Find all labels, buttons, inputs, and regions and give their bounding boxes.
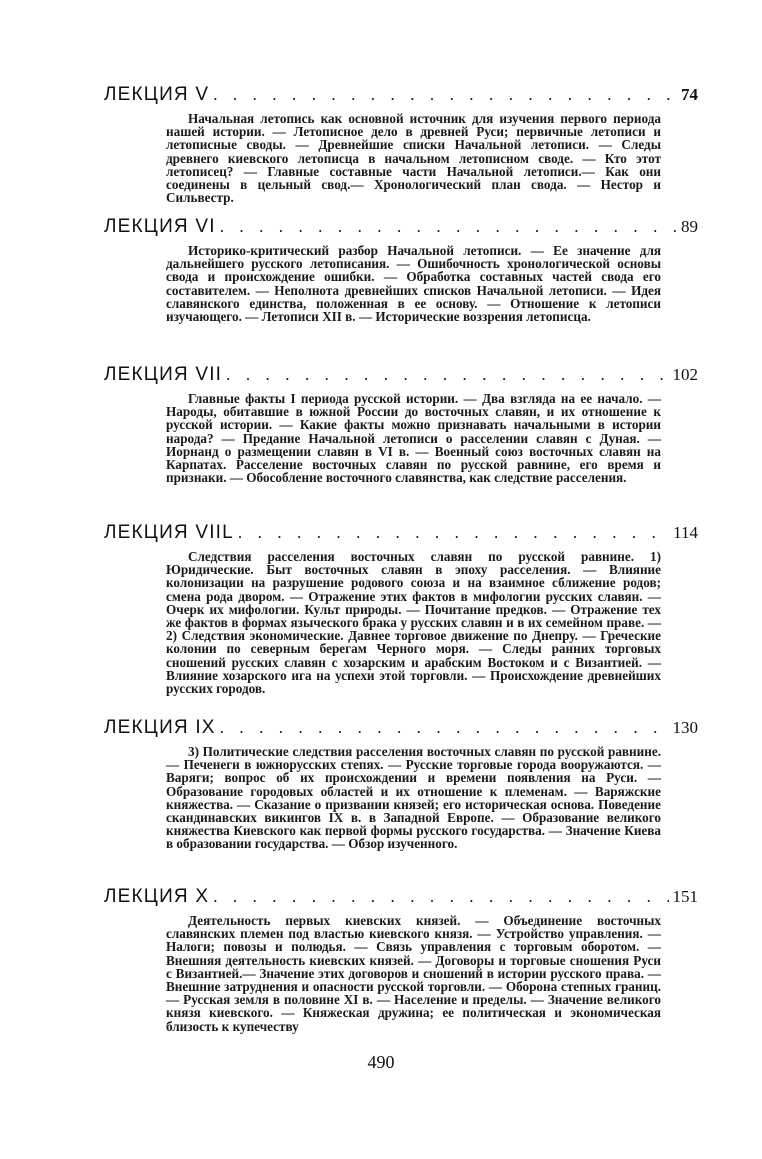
page-reference: 74 (681, 85, 698, 104)
toc-heading (104, 717, 698, 741)
toc-heading (104, 216, 698, 240)
lecture-title: ЛЕКЦИЯ IX (104, 717, 216, 738)
page-reference: 102 (672, 365, 698, 384)
dot-leader (238, 523, 669, 543)
dot-leader (226, 365, 668, 385)
dot-leader (213, 85, 677, 105)
toc-entry-lecture-8 (104, 522, 698, 695)
toc-entry-lecture-6 (104, 216, 698, 323)
lecture-summary: 3) Политические следствия расселения восточных славян по русской равнине. — Печенеги в южнорусских степях. — Русские торговые города вооружаются. — Варяги; вопрос об их происхождении и времени появления на Руси. — Образование городовых областей и их отношение к племенам. — Варяжские княжества. — Сказание о призвании князей; его историческая основа. Поведение скандинавских викингов IX в. в Западной Европе. — Образование великого княжества Киевского как первой формы русского государства. — Значение Киева в образовании государства. — Обзор изученного. (166, 744, 661, 852)
lecture-title: ЛЕКЦИЯ V (104, 84, 210, 105)
page-reference: 114 (673, 523, 698, 542)
page-reference: 89 (681, 217, 698, 236)
toc-entry-lecture-9 (104, 717, 698, 851)
toc-heading (104, 886, 698, 910)
toc-heading (104, 84, 698, 108)
lecture-title: ЛЕКЦИЯ VII (104, 364, 223, 385)
toc-heading (104, 364, 698, 388)
toc-entry-lecture-10 (104, 886, 698, 1033)
lecture-title: ЛЕКЦИЯ X (104, 886, 210, 907)
toc-heading (104, 522, 698, 546)
lecture-title: ЛЕКЦИЯ VIIL (104, 522, 234, 543)
dot-leader (220, 217, 677, 237)
toc-entry-lecture-5 (104, 84, 698, 204)
lecture-summary: Историко-критический разбор Начальной летописи. — Ее значение для дальнейшего русского летописания. — Ошибочность хронологической основы свода и происхождение ошибки. — Обработка составных частей свода его составителем. — Неполнота древнейших списков Начальной летописи. — Идея славянского единства, положенная в ее основу. — Отношение к летописи изучающего. — Летописи XII в. — Исторические воззрения летописца. (166, 243, 661, 325)
toc-entry-lecture-7 (104, 364, 698, 484)
lecture-summary: Главные факты I периода русской истории. — Два взгляда на ее начало. — Народы, обитавшие в южной России до восточных славян, и их отношение к русской истории. — Какие факты можно признавать начальными в истории народа? — Предание Начальной летописи о расселении славян с Дуная. — Иорнанд о размещении славян в VI в. — Военный союз восточных славян на Карпатах. Расселение восточных славян по русской равнине, его время и признаки. — Обособление восточного славянства, как следствие расселения. (166, 391, 661, 486)
dot-leader (220, 718, 669, 738)
lecture-summary: Деятельность первых киевских князей. — Объединение восточных славянских племен под властью киевского князя. — Устройство управления. — Налоги; повозы и полюдья. — Связь управления с торговым оборотом. — Внешняя деятельность киевских князей. — Договоры и торговые сношения Руси с Византией.— Значение этих договоров и сношений в истории русского права. — Внешние затруднения и опасности русской торговли. — Оборона степных границ. — Русская земля в половине XI в. — Население и пределы. — Значение великого князя киевского. — Княжеская дружина; ее политическая и экономическая близость к купечеству (166, 913, 661, 1034)
page-reference: 151 (672, 887, 698, 906)
page-number: 490 (367, 1052, 395, 1072)
lecture-summary: Начальная летопись как основной источник для изучения первого периода нашей истории. — Летописное дело в древней Руси; первичные летописи и летописные своды. — Древнейшие списки Начальной летописи. — Следы древнего киевского летописца в начальном летописном своде. — Кто этот летописец? — Главные составные части Начальной летописи.— Как они соединены в цельный свод.— Хронологический план свода. — Нестор и Сильвестр. (166, 111, 661, 206)
lecture-title: ЛЕКЦИЯ VI (104, 216, 216, 237)
dot-leader (213, 887, 668, 907)
lecture-summary: Следствия расселения восточных славян по русской равнине. 1) Юридические. Быт восточных славян в эпоху расселения. — Влияние колонизации на разрушение родового союза и на взаимное сближение родов; смена рода двором. — Отражение этих фактов в мифологии русских славян. — Очерк их мифологии. Культ природы. — Почитание предков. — Отражение тех же фактов в формах языческого брака у русских славян и в их семейном праве. — 2) Следствия экономические. Давнее торговое движение по Днепру. — Греческие колонии по северным берегам Черного моря. — Следы ранних торговых сношений русских славян с хозарским и арабским Востоком и с Византией. — Влияние хозарского ига на успехи этой торговли. — Происхождение древнейших русских городов. (166, 549, 661, 697)
page-reference: 130 (672, 718, 698, 737)
